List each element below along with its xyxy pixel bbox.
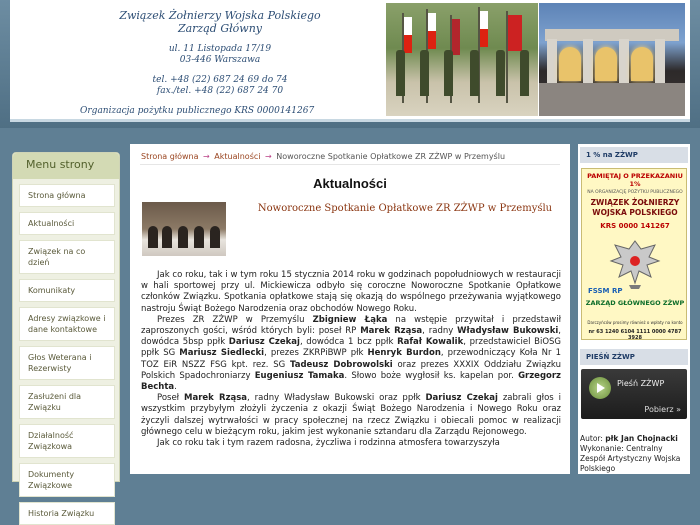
address-line-1: ul. 11 Listopada 17/19 bbox=[168, 44, 272, 54]
person-name: Rafał Kowalik bbox=[397, 337, 464, 348]
banner-org-name: ZWIĄZEK ŻOŁNIERZY WOJSKA POLSKIEGO bbox=[590, 198, 680, 217]
performer-text: Wykonanie: Centralny Zespół Artystyczny Wojska Polskiego bbox=[580, 444, 681, 473]
article-body bbox=[141, 270, 561, 449]
org-subtitle: Zarząd Główny bbox=[177, 22, 263, 35]
breadcrumb bbox=[141, 152, 505, 161]
person-name: Tadeusz Dobrowolski bbox=[290, 359, 393, 370]
fssm-logo: FSSM RP bbox=[588, 287, 623, 295]
opp-krs-note: Organizacja pożytku publicznego KRS 0000141267 bbox=[80, 106, 315, 116]
menu-item-addresses[interactable]: Adresy związkowe i dane kontaktowe bbox=[19, 307, 115, 341]
person-name: Henryk Burdon bbox=[367, 348, 441, 359]
download-link[interactable]: Pobierz » bbox=[644, 405, 681, 414]
header-panel bbox=[10, 0, 690, 122]
breadcrumb-home-link[interactable]: Strona główna bbox=[141, 152, 199, 161]
main-content bbox=[130, 144, 570, 474]
menu-item-news[interactable]: Aktualności bbox=[19, 212, 115, 235]
person-name: Dariusz Czekaj bbox=[228, 337, 300, 348]
menu-item-announcements[interactable]: Komunikaty bbox=[19, 279, 115, 302]
menu-item-veterans-voice[interactable]: Głos Weterana i Rezerwisty bbox=[19, 346, 115, 380]
one-percent-banner[interactable] bbox=[581, 168, 687, 340]
one-percent-heading: 1 % na ZŻWP bbox=[580, 147, 688, 163]
anthem-credits bbox=[580, 434, 690, 474]
banner-small-text: NA ORGANIZACJĘ POŻYTKU PUBLICZNEGO bbox=[587, 190, 683, 195]
audio-player bbox=[581, 369, 687, 419]
article-thumbnail[interactable] bbox=[142, 202, 226, 256]
breadcrumb-arrow-icon: → bbox=[203, 152, 210, 161]
page-title: Aktualności bbox=[313, 176, 387, 191]
site-menu bbox=[12, 152, 120, 518]
banner-board: ZARZĄD GŁÓWNEGO ZŻWP bbox=[585, 299, 685, 307]
person-name: Władysław Bukowski bbox=[457, 326, 559, 337]
menu-item-honored[interactable]: Zasłużeni dla Związku bbox=[19, 385, 115, 419]
play-button[interactable] bbox=[589, 377, 611, 399]
banner-krs: KRS 0000 141267 bbox=[600, 222, 670, 230]
article-paragraph: Poseł Marek Rząsa, radny Władysław Bukowski oraz ppłk Dariusz Czekaj zabrali głos i wszystkim przybyłym złożyli życzenia z okazji Świąt Bożego Narodzenia i Nowego Roku oraz życzyli dalszej wytrwałości w pracy społecznej na rzecz Związku i obiecali pomoc w realizacji głównego celu w bieżącym roku, jakim jest wykonanie sztandaru dla Zarządu Rejonowego. bbox=[141, 393, 561, 437]
phone-number: tel. +48 (22) 687 24 69 do 74 bbox=[152, 75, 288, 85]
banner-account-number: nr 63 1240 6104 1111 0000 4787 3928 bbox=[588, 329, 682, 341]
person-name: Eugeniusz Tamaka bbox=[254, 370, 345, 381]
org-name: Związek Żołnierzy Wojska Polskiego bbox=[119, 9, 321, 22]
menu-item-daily[interactable]: Związek na co dzień bbox=[19, 240, 115, 274]
article-paragraph: Jak co roku, tak i w tym roku 15 stycznia 2014 roku w godzinach popołudniowych w restauracji w hali sportowej przy ul. Mickiewicza odbyło się coroczne Noworoczne Spotkanie Opłatkowe członków Związku. Spotkania opłatkowe stają się okazją do wspólnego przeżywania wyjątkowego nastroju Świąt Bożego Narodzenia oraz obchodów Nowego Roku. bbox=[141, 270, 561, 314]
breadcrumb-arrow-icon: → bbox=[265, 152, 272, 161]
menu-heading: Menu strony bbox=[13, 153, 119, 179]
fax-number: fax./tel. +48 (22) 687 24 70 bbox=[156, 86, 284, 96]
right-sidebar bbox=[578, 144, 690, 474]
article-paragraph: Prezes ZR ZŻWP w Przemyślu Zbigniew Łąka na wstępie przywitał i przedstawił zaproszonych gości, wśród których byli: poseł RP Marek Rząsa, radny Władysław Bukowski, dowódca 5bsp ppłk Dariusz Czekaj, dowódca 1 bcz ppłk Rafał Kowalik, przedstawiciel BiOSG ppłk SG Mariusz Siedlecki, prezes ZKRPiBWP płk Henryk Burdon, przewodniczący Koła Nr 1 TOZ EiR NSZZ FSG kpt. rez. SG Tadeusz Dobrowolski oraz prezes XXXIX Oddziału Związku Polskich Spadochroniarzy Eugeniusz Tamaka. Słowo boże wygłosił ks. kapelan por. Grzegorz Bechta. bbox=[141, 314, 562, 393]
person-name: Marek Rząsa bbox=[184, 393, 248, 404]
banner-reminder: PAMIĘTAJ O PRZEKAZANIU 1% bbox=[587, 172, 683, 188]
author-name: płk Jan Chojnacki bbox=[605, 434, 678, 443]
person-name: Zbigniew Łąka bbox=[312, 314, 388, 325]
article-paragraph: Jak co roku tak i tym razem radosna, życzliwa i rodzinna atmosfera towarzyszyła bbox=[157, 438, 500, 449]
person-name: Dariusz Czekaj bbox=[425, 393, 498, 404]
menu-item-documents[interactable]: Dokumenty Związkowe bbox=[19, 463, 115, 497]
eagle-emblem-icon bbox=[605, 235, 665, 291]
person-name: Marek Rząsa bbox=[360, 326, 423, 337]
menu-item-home[interactable]: Strona główna bbox=[19, 184, 115, 207]
address-line-2: 03-446 Warszawa bbox=[179, 55, 261, 65]
banner-donation-note: Darczyńców prosimy również o wpłaty na konto bbox=[587, 320, 683, 325]
person-name: Mariusz Siedlecki bbox=[179, 348, 265, 359]
song-title: Pieśń ZŻWP bbox=[617, 379, 665, 388]
breadcrumb-current: Noworoczne Spotkanie Opłatkowe ZR ZŻWP w Przemyślu bbox=[276, 152, 506, 161]
menu-item-activity[interactable]: Działalność Związkowa bbox=[19, 424, 115, 458]
menu-item-history[interactable]: Historia Związku bbox=[19, 502, 115, 525]
site-header bbox=[0, 0, 700, 128]
header-photo-tomb bbox=[539, 3, 685, 116]
breadcrumb-section-link[interactable]: Aktualności bbox=[214, 152, 261, 161]
person-name: Grzegorz Bechta bbox=[141, 370, 562, 393]
anthem-heading: PIEŚŃ ZŻWP bbox=[580, 349, 688, 365]
article-title-link[interactable]: Noworoczne Spotkanie Opłatkowe ZR ZŻWP w Przemyślu bbox=[257, 203, 553, 214]
author-label: Autor: bbox=[580, 434, 606, 443]
divider bbox=[140, 164, 560, 165]
header-photo-flags bbox=[386, 3, 538, 116]
